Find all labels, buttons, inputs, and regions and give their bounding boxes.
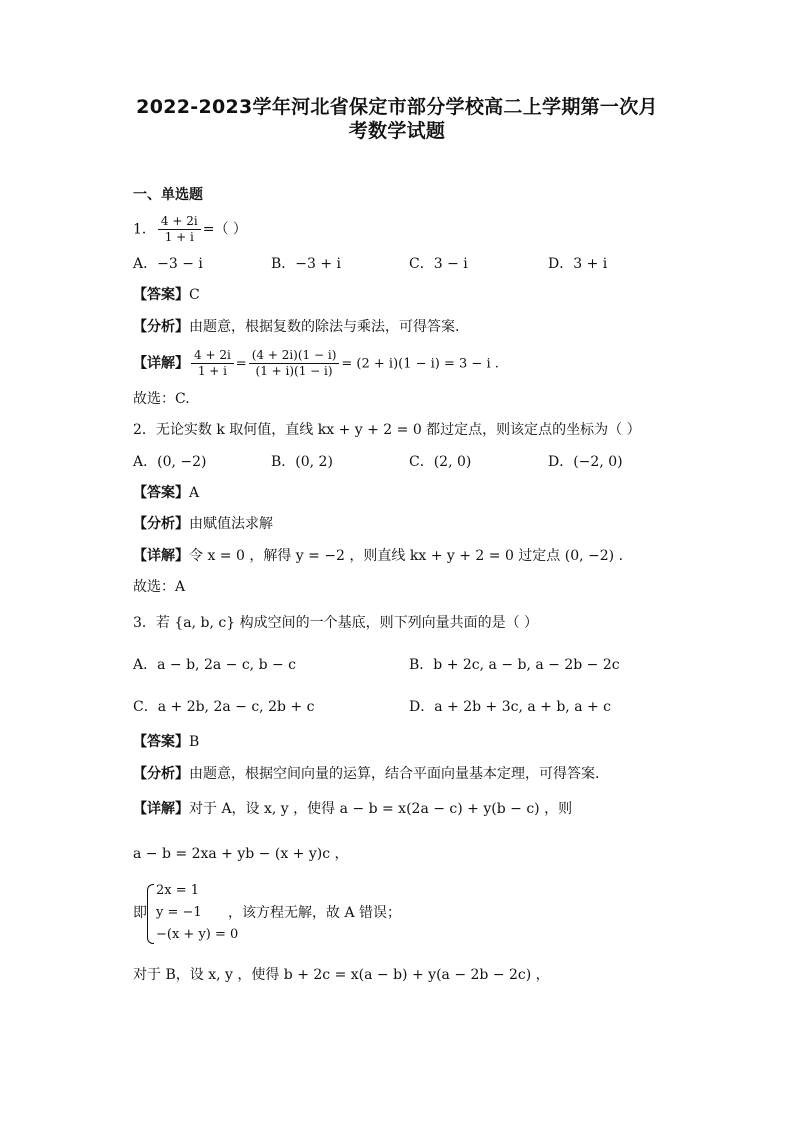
q2-detail bbox=[133, 546, 623, 566]
q2-option-c: C．(2, 0) bbox=[409, 454, 472, 470]
q3-option-b: B．b + 2c, a − b, a − 2b − 2c bbox=[409, 657, 620, 673]
choose-label: 故选： bbox=[133, 391, 175, 407]
q1-analysis bbox=[133, 317, 459, 337]
q3-detail bbox=[133, 799, 572, 819]
q3-option-d: D．a + 2b + 3c, a + b, a + c bbox=[409, 699, 612, 715]
q2-option-d: D．(−2, 0) bbox=[548, 454, 623, 470]
q1-answer bbox=[133, 285, 200, 305]
q1-detail-fraction-2 bbox=[249, 348, 340, 379]
q1-fraction-denominator: 1 + i bbox=[164, 230, 194, 244]
q2-option-a: A．(0, −2) bbox=[133, 454, 207, 470]
q1-analysis-text: 由题意，根据复数的除法与乘法，可得答案. bbox=[189, 319, 460, 335]
q3-option-b-analysis: 对于 B，设 x, y ，使得 b + 2c = x(a − b) + y(a − 2b − 2c) ， bbox=[133, 967, 550, 983]
q2-answer-value: A bbox=[189, 485, 200, 501]
q1-choose-value: C. bbox=[175, 391, 190, 407]
page-title-line-2: 考数学试题 bbox=[348, 120, 446, 142]
q3-option-a: A．a − b, 2a − c, b − c bbox=[133, 657, 297, 673]
answer-label: 【答案】 bbox=[133, 485, 189, 501]
q1-detail-num-2: (4 + 2i)(1 − i) bbox=[249, 348, 340, 364]
analysis-label: 【分析】 bbox=[133, 766, 189, 782]
q3-answer-value: B bbox=[189, 734, 200, 750]
q1-option-d: D．3 + i bbox=[548, 256, 608, 272]
q1-stem bbox=[133, 214, 247, 245]
page-title-line-1: 2022-2023学年河北省保定市部分学校高二上学期第一次月 bbox=[136, 96, 658, 118]
q2-option-b: B．(0, 2) bbox=[271, 454, 333, 470]
q2-stem: 2．无论实数 k 取何值，直线 kx + y + 2 = 0 都过定点，则该定点的坐标为（ ） bbox=[133, 422, 641, 438]
q1-detail-den-1: 1 + i bbox=[197, 364, 227, 378]
q2-detail-text: 令 x = 0 ，解得 y = −2 ，则直线 kx + y + 2 = 0 过定点 (0, −2) . bbox=[189, 548, 624, 564]
q1-fraction bbox=[158, 214, 201, 245]
q1-detail-fraction-1 bbox=[191, 348, 234, 379]
q2-choose-value: A bbox=[175, 579, 186, 595]
q2-answer bbox=[133, 483, 199, 503]
answer-label: 【答案】 bbox=[133, 287, 189, 303]
q3-system-eq-3: −(x + y) = 0 bbox=[156, 927, 239, 942]
q1-detail: 【详解】 $\frac{4 + 2i}{1 + i}$ = $\frac{(4 + 2i)(1 - i)}{(1 + i)(1 - i)}$ = (2 + i)(1 − i) = 3 − i . bbox=[133, 348, 499, 378]
detail-label: 【详解】 bbox=[133, 548, 189, 564]
detail-label: 【详解】 bbox=[133, 355, 189, 372]
q1-detail-tail: = (2 + i)(1 − i) = 3 − i . bbox=[341, 356, 499, 372]
q3-option-c: C．a + 2b, 2a − c, 2b + c bbox=[133, 699, 315, 715]
q1-number: 1． bbox=[133, 221, 156, 238]
q2-analysis bbox=[133, 514, 273, 534]
analysis-label: 【分析】 bbox=[133, 516, 189, 532]
q1-option-b: B．−3 + i bbox=[271, 256, 342, 272]
q3-analysis-text: 由题意，根据空间向量的运算，结合平面向量基本定理，可得答案. bbox=[189, 766, 600, 782]
q3-stem: 3．若 {a, b, c} 构成空间的一个基底，则下列向量共面的是（ ） bbox=[133, 615, 539, 631]
q2-choose bbox=[133, 577, 185, 597]
q3-detail-text: 对于 A，设 x, y ，使得 a − b = x(2a − c) + y(b − c) ，则 bbox=[189, 801, 573, 817]
q3-system-eq-1: 2x = 1 bbox=[156, 883, 200, 898]
equation-brace bbox=[147, 884, 154, 944]
q3-analysis bbox=[133, 764, 599, 784]
detail-label: 【详解】 bbox=[133, 801, 189, 817]
choose-label: 故选： bbox=[133, 579, 175, 595]
q1-detail-den-2: (1 + i)(1 − i) bbox=[255, 364, 333, 378]
q3-system-conclusion: ，该方程无解，故 A 错误； bbox=[228, 905, 402, 921]
q1-fraction-numerator: 4 + 2i bbox=[158, 214, 201, 230]
q3-system-prefix: 即 bbox=[133, 905, 147, 921]
analysis-label: 【分析】 bbox=[133, 319, 189, 335]
q2-analysis-text: 由赋值法求解 bbox=[189, 516, 273, 532]
q3-answer bbox=[133, 732, 199, 752]
answer-label: 【答案】 bbox=[133, 734, 189, 750]
q1-answer-value: C bbox=[189, 287, 200, 303]
q1-stem-tail: =（ ） bbox=[202, 221, 247, 238]
q1-choose bbox=[133, 389, 190, 409]
q1-option-a: A．−3 − i bbox=[133, 256, 203, 272]
q3-expansion: a − b = 2xa + yb − (x + y)c ， bbox=[133, 846, 349, 862]
q3-system-eq-2: y = −1 bbox=[156, 905, 202, 920]
q1-option-c: C．3 − i bbox=[409, 256, 468, 272]
q1-detail-num-1: 4 + 2i bbox=[191, 348, 234, 364]
section-heading: 一、单选题 bbox=[133, 187, 203, 203]
